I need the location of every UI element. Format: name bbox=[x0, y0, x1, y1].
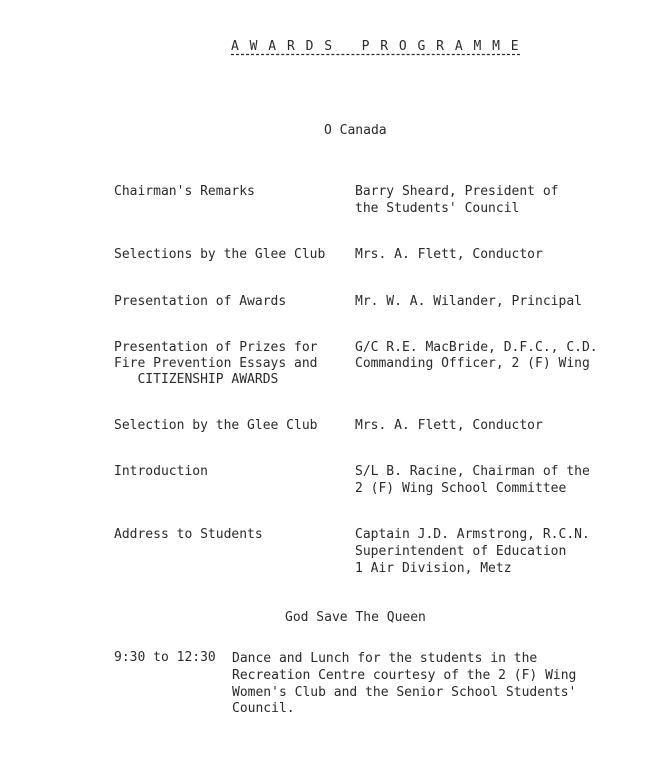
dance-description-line: Council. bbox=[232, 701, 295, 716]
dance-description-line: Dance and Lunch for the students in the bbox=[232, 651, 538, 666]
closing-anthem: God Save The Queen bbox=[285, 610, 426, 625]
item-person-line: Captain J.D. Armstrong, R.C.N. bbox=[355, 527, 590, 542]
item-person-line: Mrs. A. Flett, Conductor bbox=[355, 247, 543, 262]
dance-time: 9:30 to 12:30 bbox=[114, 650, 216, 665]
item-person-line: S/L B. Racine, Chairman of the bbox=[355, 464, 590, 479]
item-title-line: Address to Students bbox=[114, 527, 263, 542]
item-person-line: Mrs. A. Flett, Conductor bbox=[355, 418, 543, 433]
item-title-line: Introduction bbox=[114, 464, 208, 479]
item-title-line: Presentation of Awards bbox=[114, 294, 287, 309]
opening-anthem: O Canada bbox=[324, 123, 387, 138]
item-title-line: Selections by the Glee Club bbox=[114, 247, 326, 262]
item-person-line: Commanding Officer, 2 (F) Wing bbox=[355, 356, 590, 371]
item-person-line: Barry Sheard, President of bbox=[355, 184, 559, 199]
item-title-line: Fire Prevention Essays and bbox=[114, 356, 318, 371]
item-person-line: 1 Air Division, Metz bbox=[355, 561, 512, 576]
dance-description-line: Recreation Centre courtesy of the 2 (F) Wing bbox=[232, 668, 577, 683]
programme-title: A W A R D S P R O G R A M M E bbox=[231, 39, 521, 54]
item-person-line: G/C R.E. MacBride, D.F.C., C.D. bbox=[355, 340, 598, 355]
item-person-line: Mr. W. A. Wilander, Principal bbox=[355, 294, 582, 309]
item-title-line: Selection by the Glee Club bbox=[114, 418, 318, 433]
item-person-line: 2 (F) Wing School Committee bbox=[355, 481, 567, 496]
item-person-line: Superintendent of Education bbox=[355, 544, 567, 559]
item-person-line: the Students' Council bbox=[355, 201, 520, 216]
item-title-line: Chairman's Remarks bbox=[114, 184, 255, 199]
item-title-line: CITIZENSHIP AWARDS bbox=[114, 372, 279, 387]
dance-description-line: Women's Club and the Senior School Students' bbox=[232, 685, 577, 700]
item-title-line: Presentation of Prizes for bbox=[114, 340, 318, 355]
